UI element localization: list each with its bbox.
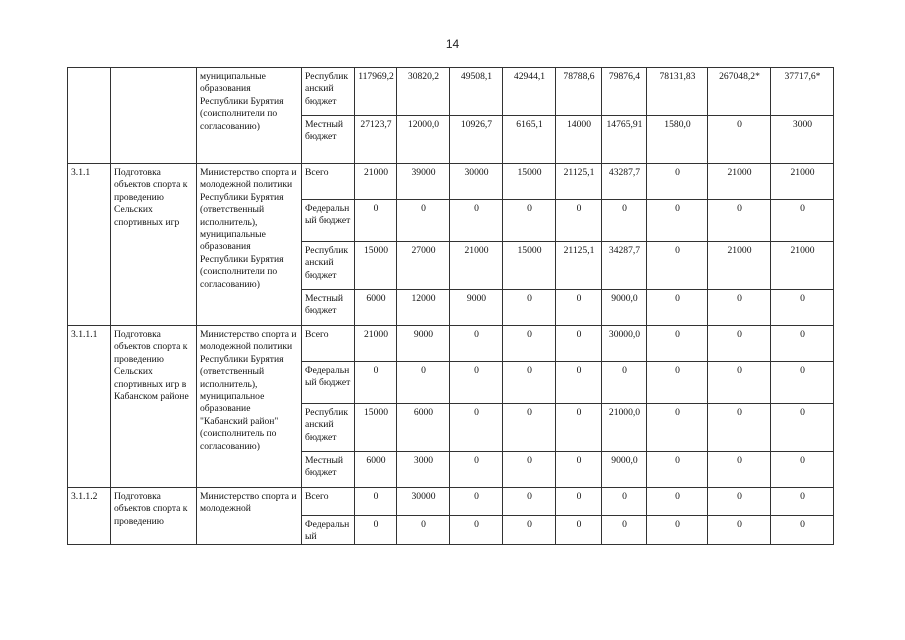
measure-name-cell: Подготовка объектов спорта к проведению Сельских спортивных игр [111, 164, 197, 326]
amount-cell: 9000,0 [602, 290, 647, 326]
amount-cell: 6000 [355, 290, 397, 326]
amount-cell: 12000 [397, 290, 450, 326]
measure-code-cell: 3.1.1.2 [68, 488, 111, 545]
amount-cell: 0 [602, 488, 647, 516]
funding-source-cell: Всего [302, 164, 355, 200]
page-number: 14 [445, 37, 460, 51]
amount-cell: 0 [647, 404, 708, 452]
amount-cell: 14765,91 [602, 116, 647, 164]
amount-cell: 0 [647, 242, 708, 290]
amount-cell: 0 [355, 200, 397, 242]
amount-cell: 0 [450, 362, 503, 404]
amount-cell: 9000,0 [602, 452, 647, 488]
amount-cell: 0 [708, 362, 771, 404]
funding-source-cell: Федеральный бюджет [302, 362, 355, 404]
amount-cell: 0 [708, 404, 771, 452]
amount-cell: 0 [450, 326, 503, 362]
amount-cell: 15000 [503, 242, 556, 290]
amount-cell: 0 [503, 362, 556, 404]
amount-cell: 0 [771, 362, 834, 404]
amount-cell: 0 [647, 362, 708, 404]
measure-exec-cell: Министерство спорта и молодежной [197, 488, 302, 545]
amount-cell: 0 [708, 326, 771, 362]
funding-source-cell: Всего [302, 326, 355, 362]
amount-cell: 27000 [397, 242, 450, 290]
amount-cell: 3000 [771, 116, 834, 164]
funding-source-cell: Республиканский бюджет [302, 242, 355, 290]
table-row [68, 326, 834, 362]
amount-cell: 0 [450, 200, 503, 242]
amount-cell: 15000 [355, 404, 397, 452]
amount-cell: 117969,2 [355, 68, 397, 116]
amount-cell: 0 [602, 516, 647, 545]
amount-cell: 78788,6 [556, 68, 602, 116]
amount-cell: 10926,7 [450, 116, 503, 164]
funding-source-cell: Местный бюджет [302, 452, 355, 488]
amount-cell: 0 [771, 290, 834, 326]
measure-code-cell: 3.1.1.1 [68, 326, 111, 488]
amount-cell: 0 [503, 200, 556, 242]
amount-cell: 49508,1 [450, 68, 503, 116]
amount-cell: 0 [503, 452, 556, 488]
amount-cell: 30000 [397, 488, 450, 516]
amount-cell: 21000 [450, 242, 503, 290]
amount-cell: 21000,0 [602, 404, 647, 452]
amount-cell: 0 [450, 488, 503, 516]
amount-cell: 0 [355, 516, 397, 545]
amount-cell: 0 [450, 404, 503, 452]
amount-cell: 79876,4 [602, 68, 647, 116]
amount-cell: 78131,83 [647, 68, 708, 116]
measure-exec-cell: Министерство спорта и молодежной политики Республики Бурятия (ответственный исполнитель), муниципальное образование "Кабанский район" (соисполнитель по согласованию) [197, 326, 302, 488]
amount-cell: 15000 [503, 164, 556, 200]
amount-cell: 21000 [355, 164, 397, 200]
amount-cell: 21000 [771, 242, 834, 290]
amount-cell: 43287,7 [602, 164, 647, 200]
amount-cell: 0 [647, 452, 708, 488]
amount-cell: 267048,2* [708, 68, 771, 116]
amount-cell: 12000,0 [397, 116, 450, 164]
amount-cell: 42944,1 [503, 68, 556, 116]
measure-exec-cell: муниципальные образования Республики Бурятия (соисполнители по согласованию) [197, 68, 302, 164]
amount-cell: 9000 [450, 290, 503, 326]
funding-source-cell: Республиканский бюджет [302, 404, 355, 452]
amount-cell: 21000 [708, 242, 771, 290]
amount-cell: 0 [708, 452, 771, 488]
amount-cell: 0 [556, 290, 602, 326]
amount-cell: 0 [647, 488, 708, 516]
amount-cell: 0 [602, 362, 647, 404]
table-row [68, 488, 834, 516]
amount-cell: 39000 [397, 164, 450, 200]
amount-cell: 0 [503, 326, 556, 362]
amount-cell: 0 [771, 404, 834, 452]
amount-cell: 0 [771, 200, 834, 242]
funding-source-cell: Местный бюджет [302, 116, 355, 164]
amount-cell: 0 [602, 200, 647, 242]
amount-cell: 6000 [397, 404, 450, 452]
amount-cell: 0 [556, 326, 602, 362]
amount-cell: 34287,7 [602, 242, 647, 290]
amount-cell: 27123,7 [355, 116, 397, 164]
amount-cell: 21000 [708, 164, 771, 200]
amount-cell: 21125,1 [556, 164, 602, 200]
amount-cell: 0 [708, 488, 771, 516]
amount-cell: 0 [556, 200, 602, 242]
amount-cell: 0 [708, 116, 771, 164]
amount-cell: 15000 [355, 242, 397, 290]
amount-cell: 0 [708, 516, 771, 545]
amount-cell: 6000 [355, 452, 397, 488]
measure-name-cell [111, 68, 197, 164]
funding-source-cell: Всего [302, 488, 355, 516]
measure-code-cell [68, 68, 111, 164]
measure-exec-cell: Министерство спорта и молодежной политики Республики Бурятия (ответственный исполнитель), муниципальные образования Республики Бурятия (соисполнители по согласованию) [197, 164, 302, 326]
amount-cell: 0 [556, 488, 602, 516]
amount-cell: 0 [355, 362, 397, 404]
amount-cell: 0 [771, 452, 834, 488]
amount-cell: 0 [556, 404, 602, 452]
amount-cell: 6165,1 [503, 116, 556, 164]
amount-cell: 0 [647, 516, 708, 545]
amount-cell: 0 [556, 516, 602, 545]
amount-cell: 0 [647, 326, 708, 362]
amount-cell: 0 [503, 290, 556, 326]
table-row [68, 164, 834, 200]
amount-cell: 0 [708, 200, 771, 242]
amount-cell: 21000 [355, 326, 397, 362]
funding-source-cell: Республиканский бюджет [302, 68, 355, 116]
amount-cell: 0 [503, 516, 556, 545]
amount-cell: 0 [397, 516, 450, 545]
amount-cell: 1580,0 [647, 116, 708, 164]
funding-source-cell: Местный бюджет [302, 290, 355, 326]
table-row [68, 68, 834, 116]
funding-source-cell: Федеральный бюджет [302, 200, 355, 242]
amount-cell: 0 [771, 326, 834, 362]
funding-source-cell: Федеральный [302, 516, 355, 545]
amount-cell: 3000 [397, 452, 450, 488]
amount-cell: 0 [450, 452, 503, 488]
amount-cell: 37717,6* [771, 68, 834, 116]
amount-cell: 9000 [397, 326, 450, 362]
amount-cell: 21000 [771, 164, 834, 200]
amount-cell: 21125,1 [556, 242, 602, 290]
measure-name-cell: Подготовка объектов спорта к проведению Сельских спортивных игр в Кабанском районе [111, 326, 197, 488]
budget-table [67, 67, 834, 545]
amount-cell: 0 [647, 290, 708, 326]
amount-cell: 0 [771, 516, 834, 545]
amount-cell: 0 [556, 362, 602, 404]
amount-cell: 0 [647, 164, 708, 200]
amount-cell: 0 [397, 200, 450, 242]
amount-cell: 0 [397, 362, 450, 404]
amount-cell: 0 [450, 516, 503, 545]
amount-cell: 0 [355, 488, 397, 516]
amount-cell: 0 [503, 488, 556, 516]
measure-code-cell: 3.1.1 [68, 164, 111, 326]
amount-cell: 30000,0 [602, 326, 647, 362]
amount-cell: 0 [647, 200, 708, 242]
amount-cell: 30000 [450, 164, 503, 200]
amount-cell: 14000 [556, 116, 602, 164]
amount-cell: 0 [708, 290, 771, 326]
amount-cell: 0 [556, 452, 602, 488]
amount-cell: 0 [771, 488, 834, 516]
amount-cell: 0 [503, 404, 556, 452]
measure-name-cell: Подготовка объектов спорта к проведению [111, 488, 197, 545]
amount-cell: 30820,2 [397, 68, 450, 116]
